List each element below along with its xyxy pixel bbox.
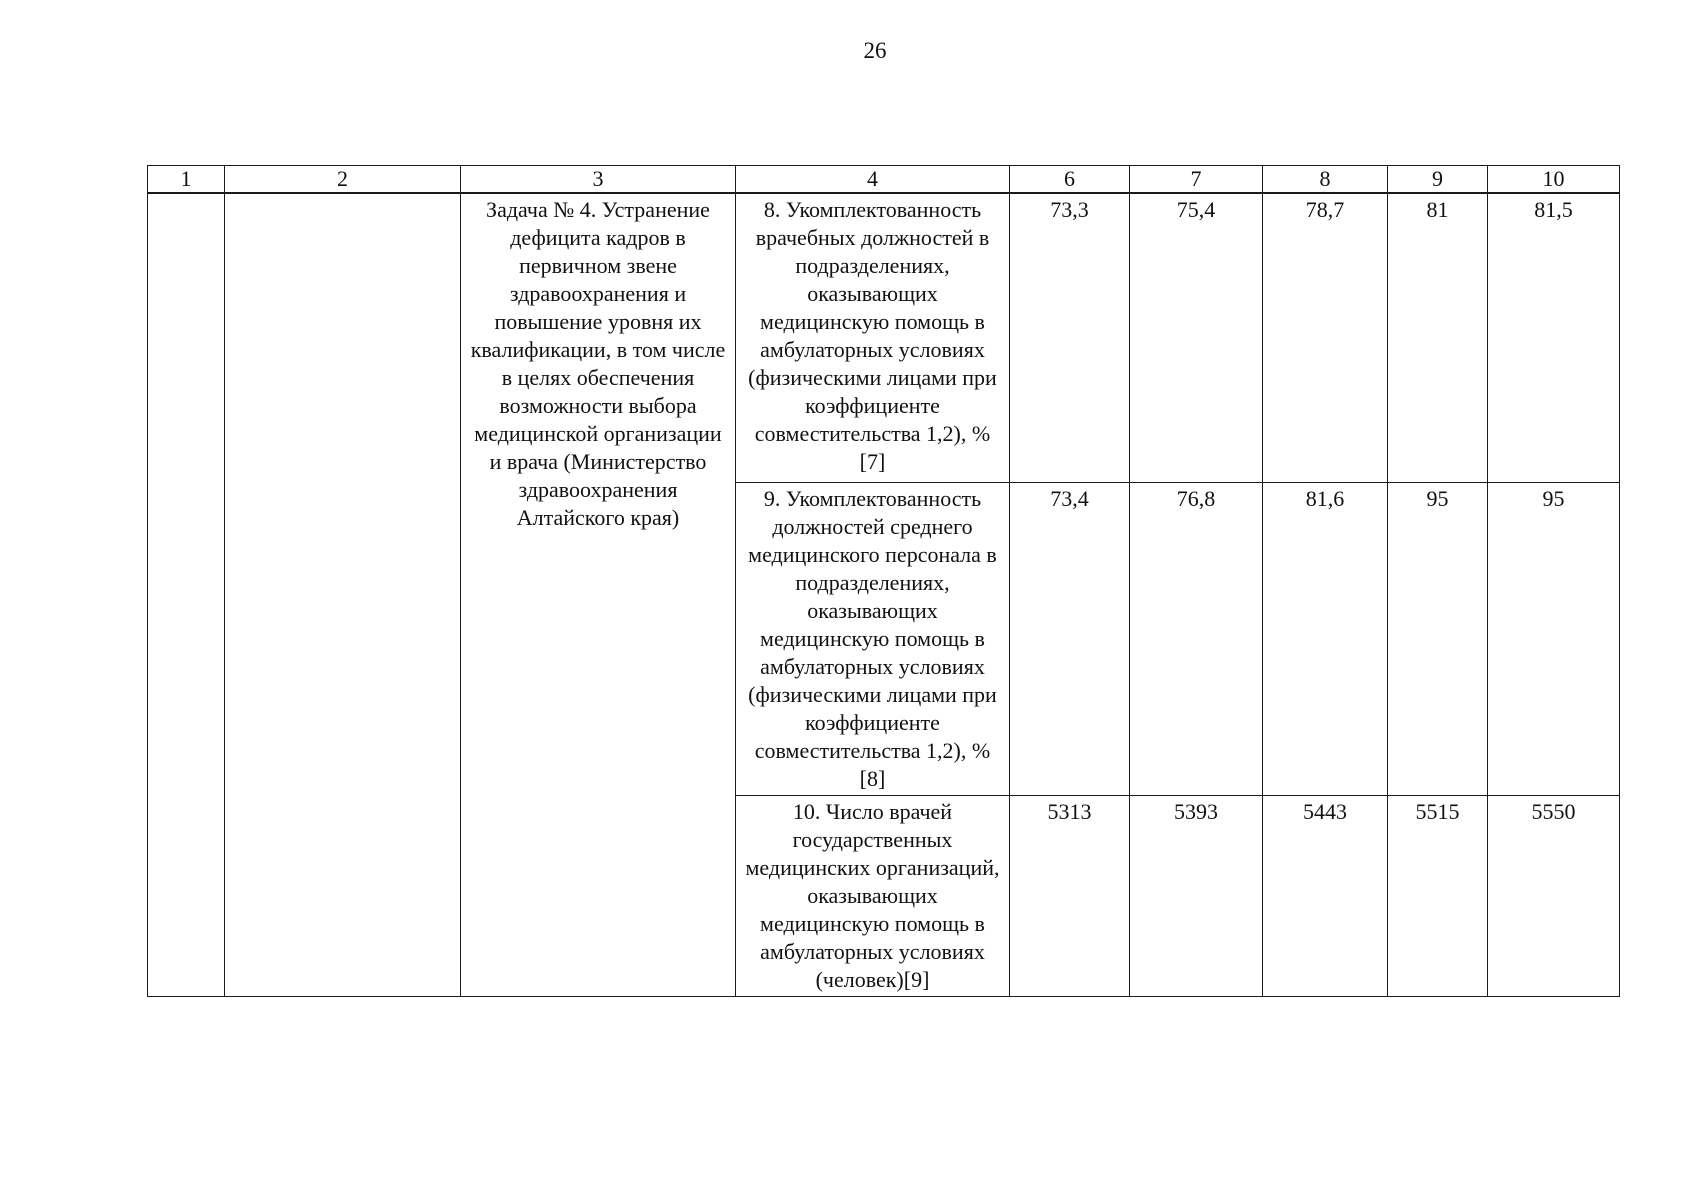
value-col-6: 73,4	[1050, 486, 1089, 511]
value-col-10: 5550	[1531, 799, 1576, 824]
task-text: Задача № 4. Устранение дефицита кадров в первичном звене здравоохранения и повышение уровня их квалификации, в том числе в целях обеспечения возможности выбора медицинской организации и врача (Министерство здравоохранения Алтайского края)	[470, 197, 726, 530]
header-col-6: 6	[1010, 166, 1130, 194]
value-cell	[1130, 483, 1263, 796]
value-cell	[1010, 483, 1130, 796]
value-cell	[1488, 796, 1620, 997]
value-cell	[1388, 796, 1488, 997]
value-col-6: 5313	[1047, 799, 1092, 824]
indicator-text: 10. Число врачей государственных медицинских организаций, оказывающих медицинскую помощь в амбулаторных условиях (человек)[9]	[745, 799, 1000, 992]
header-col-2: 2	[225, 166, 461, 194]
header-col-9: 9	[1388, 166, 1488, 194]
value-col-7: 5393	[1174, 799, 1218, 824]
header-col-7: 7	[1130, 166, 1263, 194]
task-cell	[461, 193, 736, 997]
value-cell	[1010, 193, 1130, 483]
value-cell	[1130, 796, 1263, 997]
value-col-9: 5515	[1415, 799, 1460, 824]
page-number: 26	[863, 38, 887, 63]
table-row	[148, 193, 1620, 483]
value-cell	[1488, 483, 1620, 796]
indicator-cell	[736, 483, 1010, 796]
header-col-10: 10	[1488, 166, 1620, 194]
value-col-9: 95	[1426, 486, 1449, 511]
indicator-cell	[736, 193, 1010, 483]
value-col-7: 76,8	[1176, 486, 1216, 511]
value-cell	[1263, 483, 1388, 796]
value-col-8: 78,7	[1305, 197, 1345, 222]
value-cell	[1010, 796, 1130, 997]
value-col-9: 81	[1426, 197, 1449, 222]
value-col-10: 81,5	[1534, 197, 1573, 222]
value-cell	[1130, 193, 1263, 483]
indicator-text: 8. Укомплектованность врачебных должностей в подразделениях, оказывающих медицинскую помощь в амбулаторных условиях (физическими лицами при коэффициенте совместительства 1,2), % [7]	[748, 197, 997, 474]
value-col-6: 73,3	[1050, 197, 1089, 222]
value-col-10: 95	[1542, 486, 1565, 511]
header-col-3: 3	[461, 166, 736, 194]
value-col-8: 5443	[1303, 799, 1347, 824]
value-cell	[1263, 796, 1388, 997]
value-cell	[1388, 483, 1488, 796]
value-cell	[1488, 193, 1620, 483]
col1-cell	[148, 193, 225, 997]
indicator-cell	[736, 796, 1010, 997]
value-cell	[1263, 193, 1388, 483]
header-col-1: 1	[148, 166, 225, 194]
indicators-table	[147, 165, 1620, 997]
header-col-4: 4	[736, 166, 1010, 194]
value-col-8: 81,6	[1305, 486, 1345, 511]
header-col-8: 8	[1263, 166, 1388, 194]
indicator-text: 9. Укомплектованность должностей среднего медицинского персонала в подразделениях, оказывающих медицинскую помощь в амбулаторных условиях (физическими лицами при коэффициенте совместительства 1,2), % [8]	[748, 486, 997, 791]
header-row	[148, 166, 1620, 194]
value-cell	[1388, 193, 1488, 483]
value-col-7: 75,4	[1176, 197, 1216, 222]
col2-cell	[225, 193, 461, 997]
